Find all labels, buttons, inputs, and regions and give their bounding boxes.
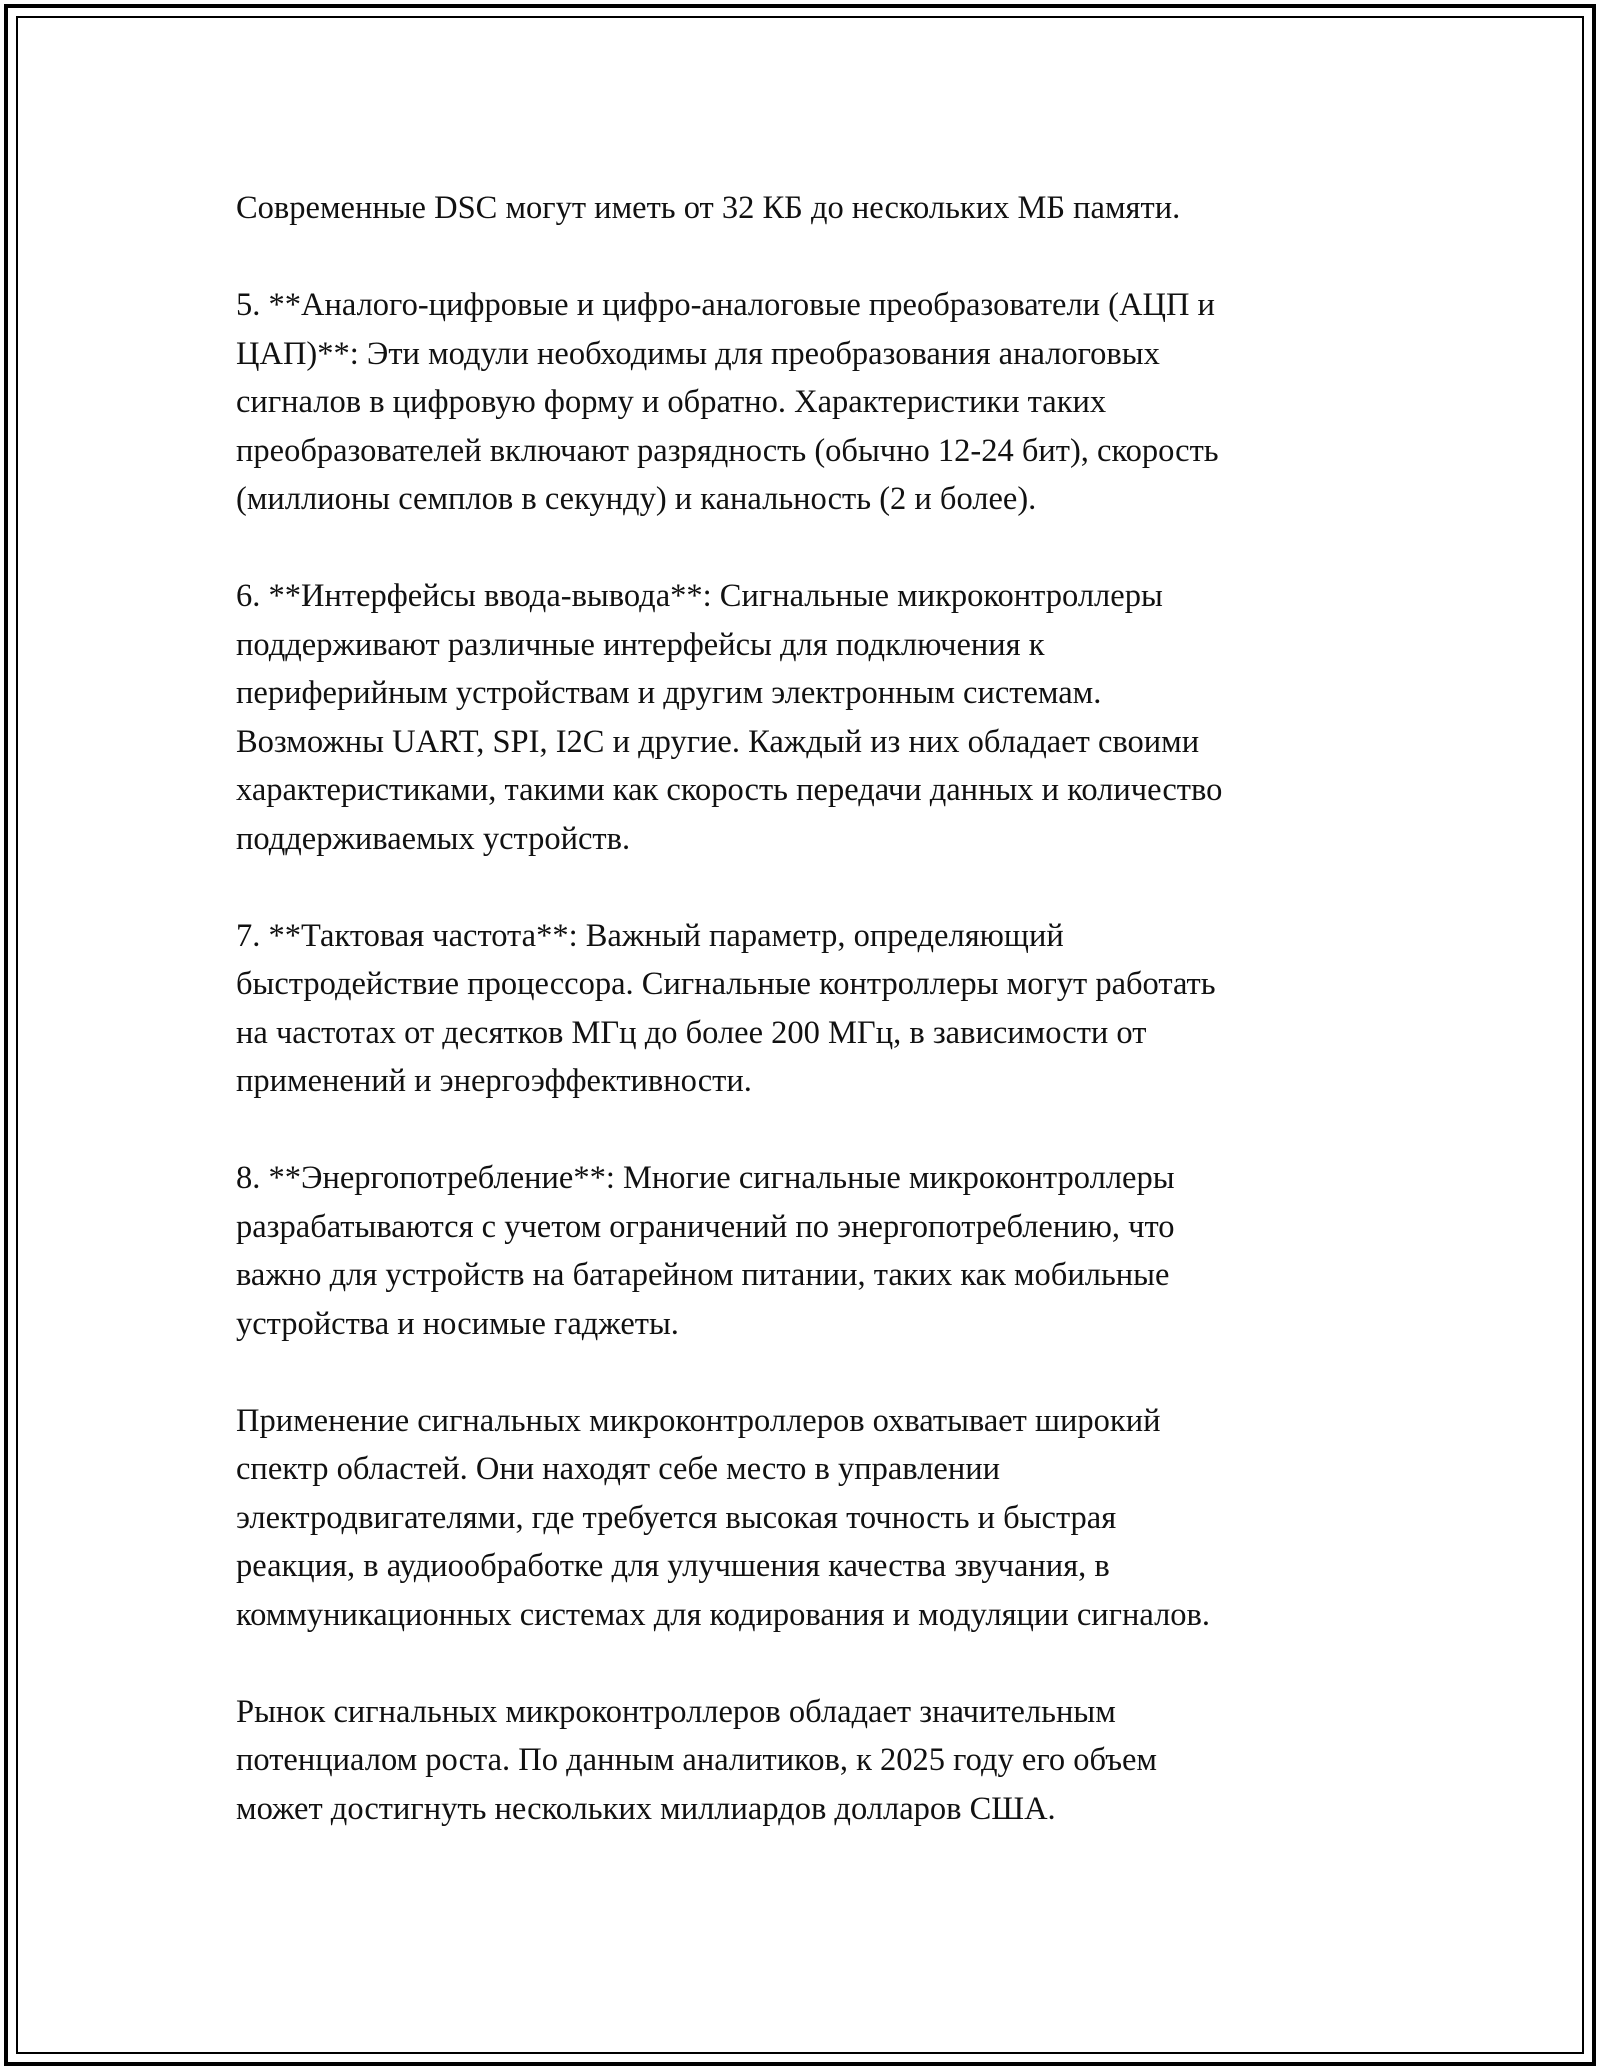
text-line: преобразователей включают разрядность (обычно 12-24 бит), скорость	[236, 432, 1219, 469]
paragraph-io-interfaces	[236, 572, 1376, 863]
text-line: быстродействие процессора. Сигнальные контроллеры могут работать	[236, 966, 1216, 1002]
text-line: ЦАП)**: Эти модули необходимы для преобразования аналоговых	[236, 335, 1160, 372]
paragraph-applications	[236, 1397, 1376, 1640]
text-line: на частотах от десятков МГц до более 200 МГц, в зависимости от	[236, 1014, 1147, 1051]
paragraph-power-consumption	[236, 1154, 1376, 1348]
text-line: разрабатываются с учетом ограничений по энергопотреблению, что	[236, 1208, 1175, 1245]
text-line: 6. **Интерфейсы ввода-вывода**: Сигнальные микроконтроллеры	[236, 578, 1163, 614]
text-line: сигналов в цифровую форму и обратно. Характеристики таких	[236, 384, 1107, 420]
text-line: поддерживают различные интерфейсы для подключения к	[236, 626, 1045, 663]
text-line: Рынок сигнальных микроконтроллеров обладает значительным	[236, 1693, 1116, 1730]
document-body	[236, 184, 1376, 1882]
text-line: Возможны UART, SPI, I2C и другие. Каждый из них обладает своими	[236, 723, 1200, 760]
text-line: устройства и носимые гаджеты.	[236, 1305, 679, 1342]
text-line: применений и энергоэффективности.	[236, 1063, 752, 1099]
paragraph-adc-dac	[236, 281, 1376, 524]
text-line: коммуникационных системах для кодирования и модуляции сигналов.	[236, 1596, 1211, 1633]
text-line: реакция, в аудиообработке для улучшения качества звучания, в	[236, 1548, 1110, 1584]
text-line: характеристиками, такими как скорость передачи данных и количество	[236, 772, 1223, 808]
text-line: электродвигателями, где требуется высокая точность и быстрая	[236, 1499, 1117, 1536]
paragraph-clock-frequency	[236, 912, 1376, 1106]
text-line: потенциалом роста. По данным аналитиков, к 2025 году его объем	[236, 1742, 1157, 1778]
text-line: 8. **Энергопотребление**: Многие сигнальные микроконтроллеры	[236, 1160, 1175, 1196]
text-line: Современные DSC могут иметь от 32 КБ до нескольких МБ памяти.	[236, 190, 1181, 226]
text-line: поддерживаемых устройств.	[236, 820, 631, 857]
text-line: 5. **Аналого-цифровые и цифро-аналоговые преобразователи (АЦП и	[236, 287, 1215, 323]
text-line: может достигнуть нескольких миллиардов долларов США.	[236, 1790, 1056, 1827]
paragraph-memory	[236, 184, 1376, 233]
text-line: важно для устройств на батарейном питании, таких как мобильные	[236, 1257, 1170, 1293]
text-line: периферийным устройствам и другим электронным системам.	[236, 675, 1102, 711]
text-line: спектр областей. Они находят себе место в управлении	[236, 1451, 1001, 1487]
text-line: (миллионы семплов в секунду) и канальность (2 и более).	[236, 481, 1037, 517]
paragraph-market	[236, 1688, 1376, 1834]
text-line: 7. **Тактовая частота**: Важный параметр, определяющий	[236, 917, 1064, 954]
text-line: Применение сигнальных микроконтроллеров охватывает широкий	[236, 1402, 1161, 1439]
